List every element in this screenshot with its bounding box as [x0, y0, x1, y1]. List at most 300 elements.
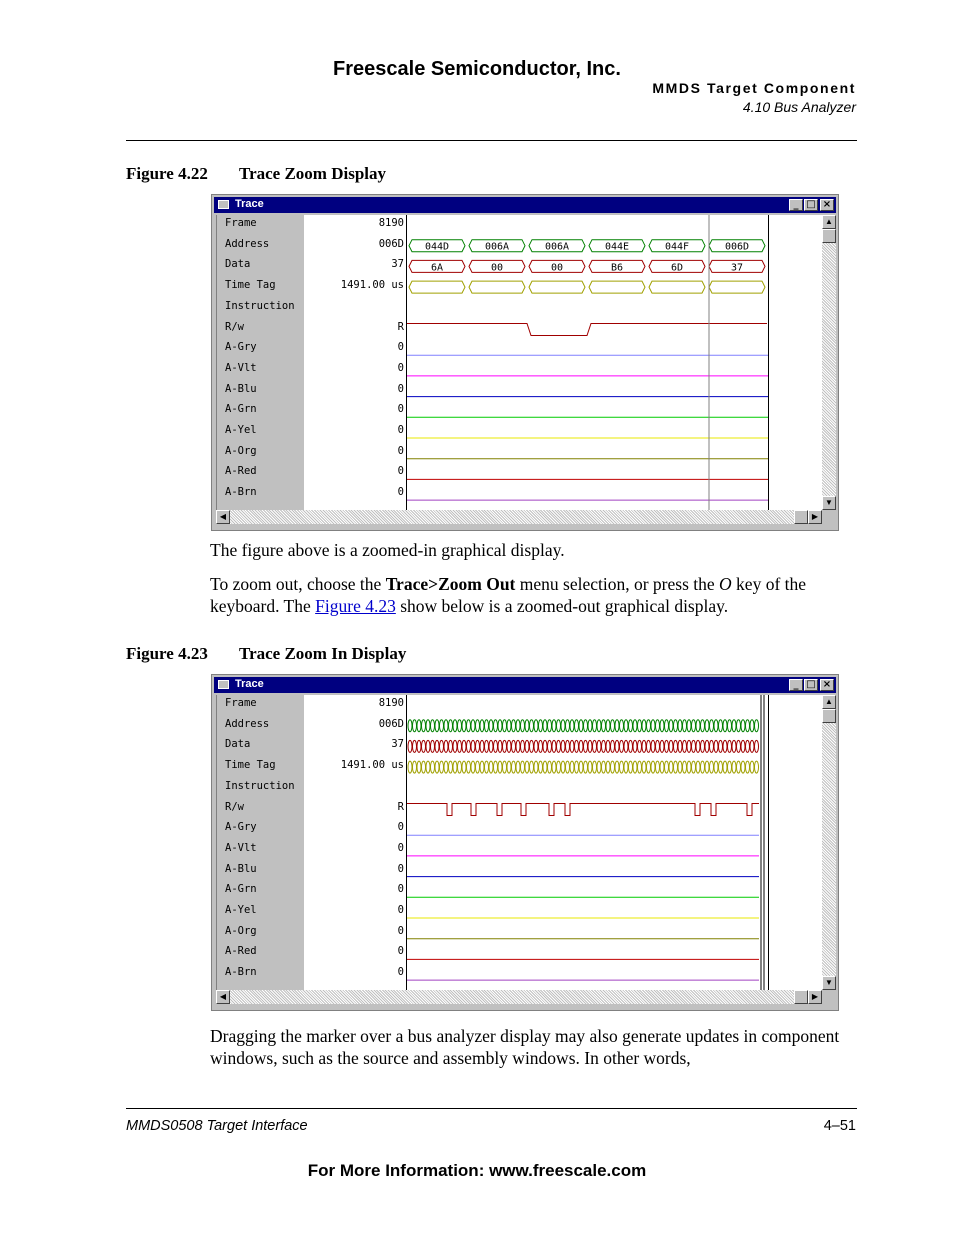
dense-bus-cell	[570, 740, 574, 752]
dense-bus-cell	[719, 740, 723, 752]
dense-bus-cell	[489, 740, 493, 752]
signal-value: 1491.00 us	[340, 279, 404, 292]
scroll-thumb-h[interactable]	[794, 990, 808, 1004]
dense-bus-cell	[723, 740, 727, 752]
blank-panel	[768, 215, 825, 510]
dense-bus-cell	[422, 740, 426, 752]
signal-name: A-Grn	[225, 403, 257, 416]
dense-bus-cell	[687, 761, 691, 773]
scroll-right-icon[interactable]: ▶	[808, 510, 822, 524]
dense-bus-cell	[458, 720, 462, 732]
dense-bus-cell	[512, 761, 516, 773]
paragraph-2	[210, 573, 860, 617]
maximize-button[interactable]: □	[804, 679, 818, 691]
dense-bus-cell	[453, 761, 457, 773]
dense-bus-cell	[579, 720, 583, 732]
dense-bus-cell	[570, 720, 574, 732]
dense-bus-cell	[422, 761, 426, 773]
dense-bus-cell	[692, 761, 696, 773]
dense-bus-cell	[624, 720, 628, 732]
signal-value: 1491.00 us	[340, 759, 404, 772]
dense-bus-cell	[615, 720, 619, 732]
dense-bus-cell	[620, 761, 624, 773]
dense-bus-cell	[485, 740, 489, 752]
dense-bus-cell	[678, 761, 682, 773]
dense-bus-cell	[732, 720, 736, 732]
dense-bus-cell	[656, 720, 660, 732]
dense-bus-cell	[548, 740, 552, 752]
dense-bus-cell	[615, 740, 619, 752]
signal-name: A-Brn	[225, 966, 257, 979]
bus-label: 006A	[484, 241, 510, 253]
dense-bus-cell	[629, 720, 633, 732]
signal-name: R/w	[225, 320, 244, 333]
menu-reference: Trace>Zoom Out	[385, 574, 516, 594]
dense-bus-cell	[480, 761, 484, 773]
scroll-right-icon[interactable]: ▶	[808, 990, 822, 1004]
dense-bus-cell	[638, 720, 642, 732]
bus-label: B6	[610, 262, 624, 274]
dense-bus-cell	[674, 761, 678, 773]
signal-name: A-Blu	[225, 862, 257, 875]
dense-bus-cell	[575, 761, 579, 773]
signal-name: Address	[225, 237, 270, 250]
dense-bus-cell	[534, 740, 538, 752]
dense-bus-cell	[665, 720, 669, 732]
signal-name: A-Red	[225, 465, 257, 478]
window-icon	[218, 200, 229, 209]
signal-value: 37	[391, 258, 404, 271]
dense-bus-cell	[593, 761, 597, 773]
dense-bus-cell	[602, 720, 606, 732]
dense-bus-cell	[755, 761, 759, 773]
dense-bus-cell	[701, 761, 705, 773]
dense-bus-cell	[431, 740, 435, 752]
dense-bus-cell	[728, 740, 732, 752]
dense-bus-cell	[656, 761, 660, 773]
dense-bus-cell	[557, 720, 561, 732]
dense-bus-cell	[602, 740, 606, 752]
dense-bus-cell	[476, 720, 480, 732]
bus-label: 044F	[664, 241, 690, 253]
dense-bus-cell	[660, 761, 664, 773]
bus-segment	[529, 281, 585, 293]
dense-bus-cell	[705, 740, 709, 752]
waveform-area[interactable]	[406, 695, 768, 990]
dense-bus-cell	[408, 740, 412, 752]
dense-bus-cell	[413, 761, 417, 773]
dense-bus-cell	[719, 720, 723, 732]
dense-bus-cell	[566, 720, 570, 732]
dense-bus-cell	[561, 720, 565, 732]
text-run: show below is a zoomed-out graphical display.	[395, 596, 729, 616]
dense-bus-cell	[521, 761, 525, 773]
dense-bus-cell	[683, 761, 687, 773]
dense-bus-cell	[530, 740, 534, 752]
trace-window-zoomed	[211, 194, 839, 531]
dense-bus-cell	[561, 740, 565, 752]
dense-bus-cell	[629, 761, 633, 773]
dense-bus-cell	[741, 761, 745, 773]
dense-bus-cell	[435, 761, 439, 773]
dense-bus-cell	[723, 761, 727, 773]
dense-bus-cell	[444, 761, 448, 773]
dense-bus-cell	[570, 761, 574, 773]
dense-bus-cell	[755, 740, 759, 752]
dense-bus-cell	[737, 720, 741, 732]
close-button[interactable]: ×	[820, 679, 834, 691]
dense-bus-cell	[741, 720, 745, 732]
dense-bus-cell	[642, 720, 646, 732]
signal-value: 0	[397, 924, 404, 937]
bus-label: 006D	[724, 241, 750, 253]
dense-bus-cell	[728, 761, 732, 773]
dense-bus-cell	[615, 761, 619, 773]
scroll-thumb[interactable]	[822, 709, 836, 723]
bus-segment	[409, 281, 465, 293]
waveform-svg	[407, 215, 768, 510]
dense-bus-cell	[422, 720, 426, 732]
text-run: menu selection, or press the	[515, 574, 720, 594]
dense-bus-cell	[458, 740, 462, 752]
dense-bus-cell	[647, 761, 651, 773]
dense-bus-cell	[714, 720, 718, 732]
signal-value: 0	[397, 841, 404, 854]
signal-name: A-Vlt	[225, 361, 257, 374]
signal-name: A-Org	[225, 924, 257, 937]
dense-bus-cell	[467, 720, 471, 732]
dense-bus-cell	[489, 720, 493, 732]
waveform-svg	[407, 695, 768, 990]
rw-waveform	[407, 804, 759, 816]
dense-bus-cell	[620, 740, 624, 752]
dense-bus-cell	[750, 720, 754, 732]
bus-segment	[649, 281, 705, 293]
signal-name: A-Brn	[225, 486, 257, 499]
dense-bus-cell	[444, 740, 448, 752]
horizontal-scrollbar[interactable]	[216, 990, 822, 1004]
company-header: Freescale Semiconductor, Inc.	[333, 58, 621, 80]
signal-name: Frame	[225, 697, 257, 709]
signal-value: 006D	[378, 237, 404, 250]
scroll-left-icon[interactable]: ◀	[216, 510, 230, 524]
dense-bus-cell	[557, 761, 561, 773]
dense-bus-cell	[597, 761, 601, 773]
dense-bus-cell	[525, 720, 529, 732]
dense-bus-cell	[624, 761, 628, 773]
dense-bus-cell	[611, 720, 615, 732]
dense-bus-cell	[507, 761, 511, 773]
signal-names	[216, 695, 304, 990]
dense-bus-cell	[476, 740, 480, 752]
signal-value: 006D	[378, 717, 404, 730]
dense-bus-cell	[755, 720, 759, 732]
dense-bus-cell	[530, 761, 534, 773]
dense-bus-cell	[579, 761, 583, 773]
signal-value: 0	[397, 403, 404, 416]
signal-value: 0	[397, 382, 404, 395]
signal-value: 0	[397, 862, 404, 875]
dense-bus-cell	[669, 720, 673, 732]
dense-bus-cell	[746, 720, 750, 732]
dense-bus-cell	[548, 720, 552, 732]
dense-bus-cell	[489, 761, 493, 773]
dense-bus-cell	[512, 740, 516, 752]
dense-bus-cell	[660, 720, 664, 732]
scroll-thumb-h[interactable]	[794, 510, 808, 524]
dense-bus-cell	[503, 720, 507, 732]
signal-name: Time Tag	[225, 279, 276, 292]
dense-bus-cell	[458, 761, 462, 773]
dense-bus-cell	[705, 720, 709, 732]
dense-bus-cell	[440, 761, 444, 773]
dense-bus-cell	[728, 720, 732, 732]
dense-bus-cell	[516, 761, 520, 773]
dense-bus-cell	[449, 720, 453, 732]
dense-bus-cell	[449, 740, 453, 752]
dense-bus-cell	[593, 740, 597, 752]
signal-name: Time Tag	[225, 759, 276, 772]
dense-bus-cell	[462, 740, 466, 752]
dense-bus-cell	[620, 720, 624, 732]
dense-bus-cell	[507, 740, 511, 752]
dense-bus-cell	[597, 720, 601, 732]
dense-bus-cell	[417, 740, 421, 752]
dense-bus-cell	[584, 720, 588, 732]
figure-title: Trace Zoom In Display	[239, 644, 407, 663]
dense-bus-cell	[633, 761, 637, 773]
dense-bus-cell	[449, 761, 453, 773]
figure-caption-2	[126, 644, 406, 664]
dense-bus-cell	[476, 761, 480, 773]
dense-bus-cell	[408, 720, 412, 732]
dense-bus-cell	[624, 740, 628, 752]
signal-value: 8190	[378, 697, 404, 709]
dense-bus-cell	[719, 761, 723, 773]
signal-value: 8190	[378, 217, 404, 229]
text-run: To zoom out, choose the	[210, 574, 386, 594]
dense-bus-cell	[525, 740, 529, 752]
signal-name: Data	[225, 258, 251, 271]
signal-value: 0	[397, 444, 404, 457]
bus-segment	[709, 281, 765, 293]
dense-bus-cell	[417, 761, 421, 773]
dense-bus-cell	[633, 720, 637, 732]
dense-bus-cell	[633, 740, 637, 752]
dense-bus-cell	[737, 740, 741, 752]
dense-bus-cell	[431, 720, 435, 732]
dense-bus-cell	[584, 740, 588, 752]
dense-bus-cell	[480, 740, 484, 752]
horizontal-scrollbar[interactable]	[216, 510, 822, 524]
dense-bus-cell	[741, 740, 745, 752]
bus-label: 044E	[604, 241, 630, 253]
signal-name: Instruction	[225, 299, 295, 312]
dense-bus-cell	[435, 740, 439, 752]
vertical-scrollbar[interactable]	[822, 695, 836, 990]
signal-name: A-Yel	[225, 904, 257, 916]
dense-bus-cell	[723, 720, 727, 732]
dense-bus-cell	[548, 761, 552, 773]
dense-bus-cell	[494, 740, 498, 752]
signal-name: A-Vlt	[225, 841, 257, 854]
window-titlebar[interactable]	[214, 197, 836, 213]
signal-name: Address	[225, 717, 270, 730]
dense-bus-cell	[651, 761, 655, 773]
signal-value: 0	[397, 465, 404, 478]
dense-bus-cell	[629, 740, 633, 752]
signal-value: 0	[397, 821, 404, 834]
signal-name: A-Org	[225, 444, 257, 457]
dense-bus-cell	[521, 720, 525, 732]
signal-value: 0	[397, 966, 404, 979]
waveform-area[interactable]	[406, 215, 768, 510]
dense-bus-cell	[660, 740, 664, 752]
dense-bus-cell	[593, 720, 597, 732]
signal-value: 0	[397, 424, 404, 436]
window-icon	[218, 680, 229, 689]
dense-bus-cell	[413, 740, 417, 752]
page-number: 4–51	[823, 1118, 856, 1134]
dense-bus-cell	[701, 740, 705, 752]
signal-value: 0	[397, 486, 404, 499]
dense-bus-cell	[746, 761, 750, 773]
scroll-up-icon[interactable]: ▲	[822, 215, 836, 229]
dense-bus-cell	[539, 720, 543, 732]
dense-bus-cell	[498, 720, 502, 732]
dense-bus-cell	[552, 761, 556, 773]
dense-bus-cell	[512, 720, 516, 732]
dense-bus-cell	[426, 761, 430, 773]
dense-bus-cell	[692, 720, 696, 732]
signal-names	[216, 215, 304, 510]
dense-bus-cell	[696, 740, 700, 752]
signal-value: 0	[397, 904, 404, 916]
dense-bus-cell	[665, 761, 669, 773]
dense-bus-cell	[665, 740, 669, 752]
dense-bus-cell	[503, 740, 507, 752]
paragraph-1: The figure above is a zoomed-in graphical display.	[210, 540, 565, 560]
dense-bus-cell	[701, 720, 705, 732]
minimize-button[interactable]: _	[789, 679, 803, 691]
figure-link[interactable]: Figure 4.23	[315, 596, 396, 616]
dense-bus-cell	[471, 761, 475, 773]
dense-bus-cell	[534, 720, 538, 732]
dense-bus-cell	[588, 740, 592, 752]
dense-bus-cell	[687, 720, 691, 732]
dense-bus-cell	[525, 761, 529, 773]
minimize-button[interactable]: _	[789, 199, 803, 211]
key-reference: O	[719, 574, 732, 594]
bus-label: 37	[730, 262, 744, 274]
dense-bus-cell	[498, 740, 502, 752]
scroll-down-icon[interactable]: ▼	[822, 976, 836, 990]
dense-bus-cell	[597, 740, 601, 752]
section-subtitle: 4.10 Bus Analyzer	[742, 99, 856, 115]
paragraph-3: Dragging the marker over a bus analyzer display may also generate updates in component windows, such as the source and assembly windows. In other words,	[210, 1026, 840, 1068]
figure-title: Trace Zoom Display	[239, 164, 387, 183]
dense-bus-cell	[566, 761, 570, 773]
footer-rule	[126, 1108, 857, 1109]
signal-name: Data	[225, 738, 251, 751]
maximize-button[interactable]: □	[804, 199, 818, 211]
dense-bus-cell	[737, 761, 741, 773]
dense-bus-cell	[588, 761, 592, 773]
dense-bus-cell	[440, 740, 444, 752]
dense-bus-cell	[467, 740, 471, 752]
close-button[interactable]: ×	[820, 199, 834, 211]
dense-bus-cell	[606, 740, 610, 752]
dense-bus-cell	[471, 740, 475, 752]
dense-bus-cell	[651, 740, 655, 752]
dense-bus-cell	[503, 761, 507, 773]
dense-bus-cell	[485, 761, 489, 773]
dense-bus-cell	[494, 720, 498, 732]
bus-label: 00	[550, 262, 564, 274]
dense-bus-cell	[543, 740, 547, 752]
signal-value: R	[397, 320, 404, 333]
dense-bus-cell	[611, 740, 615, 752]
dense-bus-cell	[539, 740, 543, 752]
dense-bus-cell	[534, 761, 538, 773]
dense-bus-cell	[683, 740, 687, 752]
figure-number: Figure 4.22	[126, 164, 208, 183]
dense-bus-cell	[611, 761, 615, 773]
dense-bus-cell	[552, 720, 556, 732]
dense-bus-cell	[683, 720, 687, 732]
dense-bus-cell	[687, 740, 691, 752]
dense-bus-cell	[431, 761, 435, 773]
dense-bus-cell	[552, 740, 556, 752]
dense-bus-cell	[453, 720, 457, 732]
section-title: MMDS Target Component	[652, 80, 856, 96]
dense-bus-cell	[426, 720, 430, 732]
scroll-up-icon[interactable]: ▲	[822, 695, 836, 709]
signal-value: R	[397, 800, 404, 813]
dense-bus-cell	[561, 761, 565, 773]
scroll-thumb[interactable]	[822, 229, 836, 243]
dense-bus-cell	[579, 740, 583, 752]
dense-bus-cell	[575, 720, 579, 732]
vertical-scrollbar[interactable]	[822, 215, 836, 510]
signal-values	[304, 695, 406, 990]
signal-value: 37	[391, 738, 404, 751]
dense-bus-cell	[692, 740, 696, 752]
dense-bus-cell	[426, 740, 430, 752]
signal-values	[304, 215, 406, 510]
dense-bus-cell	[710, 740, 714, 752]
figure-number: Figure 4.23	[126, 644, 208, 663]
dense-bus-cell	[651, 720, 655, 732]
dense-bus-cell	[557, 740, 561, 752]
dense-bus-cell	[674, 720, 678, 732]
dense-bus-cell	[710, 761, 714, 773]
dense-bus-cell	[714, 740, 718, 752]
scroll-down-icon[interactable]: ▼	[822, 496, 836, 510]
signal-value: 0	[397, 945, 404, 958]
dense-bus-cell	[408, 761, 412, 773]
window-titlebar[interactable]	[214, 677, 836, 693]
dense-bus-cell	[539, 761, 543, 773]
header-rule	[126, 140, 857, 141]
dense-bus-cell	[642, 740, 646, 752]
dense-bus-cell	[444, 720, 448, 732]
dense-bus-cell	[696, 720, 700, 732]
dense-bus-cell	[543, 761, 547, 773]
scroll-left-icon[interactable]: ◀	[216, 990, 230, 1004]
dense-bus-cell	[417, 720, 421, 732]
dense-bus-cell	[516, 740, 520, 752]
